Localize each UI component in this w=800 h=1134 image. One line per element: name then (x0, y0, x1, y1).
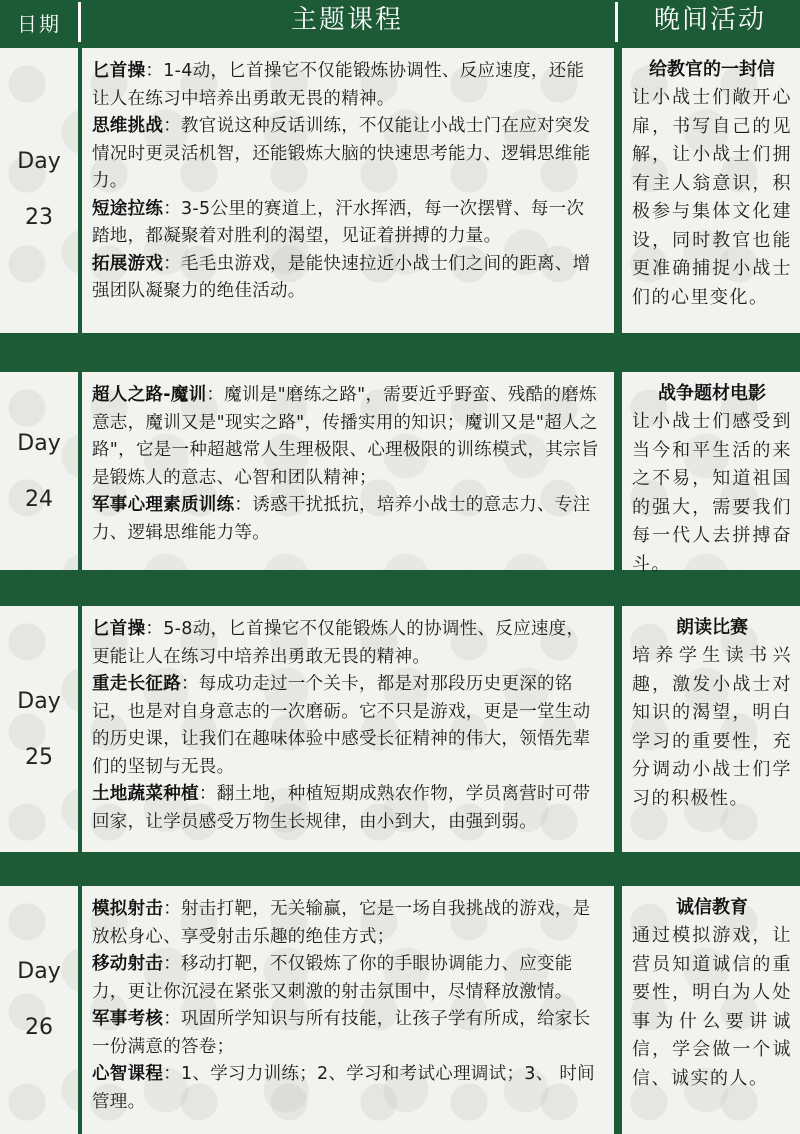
course-name: 军事考核 (92, 1009, 164, 1029)
course-description: ：1-4动，匕首操它不仅能锻炼协调性、反应速度，还能让人在练习中培养出勇敢无畏的精神。 (92, 61, 585, 109)
course-item (92, 1006, 602, 1061)
day-word: Day (17, 431, 61, 456)
day-row (0, 372, 800, 575)
course-column-header: 主题课程 (290, 5, 403, 35)
day-row (0, 886, 800, 1134)
day-word: Day (17, 149, 61, 174)
course-description: ：5-8动，匕首操它不仅能锻炼人的协调性、反应速度，更能让人在练习中培养出勇敢无畏的精神。 (92, 619, 585, 667)
course-cell (82, 48, 614, 333)
evening-cell (622, 48, 800, 333)
course-name: 短途拉练 (92, 198, 164, 219)
evening-description: 让小战士们感受到当今和平生活的来之不易，知道祖国的强大，需要我们每一代人去拼搏奋斗。 (632, 411, 792, 575)
course-cell (82, 606, 614, 852)
course-item (92, 671, 602, 781)
evening-title: 战争题材电影 (658, 383, 766, 404)
day-row (0, 48, 800, 333)
evening-description: 让小战士们敞开心扉，书写自己的见解，让小战士们拥有主人翁意识，积极参与集体文化建设，同时教官也能更准确捕捉小战士们的心里变化。 (632, 87, 792, 308)
course-item (92, 781, 602, 836)
course-name: 超人之路-魔训 (92, 385, 207, 405)
date-cell (0, 886, 78, 1134)
course-item (92, 113, 602, 196)
course-description: ：魔训是"磨练之路"，需要近乎野蛮、残酷的磨炼意志，魔训又是"现实之路"，传播实用的知识；魔训又是"超人之路"，它是一种超越常人生理极限、心理极限的训练模式，其宗旨是锻炼人的意志、心智和团队精神； (92, 385, 599, 488)
course-name: 军事心理素质训练 (92, 495, 235, 515)
course-item (92, 251, 602, 306)
course-item (92, 492, 602, 547)
course-item (92, 1061, 602, 1116)
course-name: 心智课程 (92, 1064, 164, 1084)
course-cell (82, 886, 614, 1134)
day-number: 25 (25, 745, 53, 770)
course-name: 拓展游戏 (92, 253, 164, 274)
course-item (92, 196, 602, 251)
evening-description: 培养学生读书兴趣，激发小战士对知识的渴望，明白学习的重要性，充分调动小战士们学习的积极性。 (632, 645, 792, 809)
day-row (0, 606, 800, 852)
day-number: 24 (25, 487, 53, 512)
evening-title: 给教官的一封信 (649, 59, 775, 80)
table-header (0, 0, 800, 45)
course-item (92, 951, 602, 1006)
course-name: 匕首操 (92, 619, 146, 639)
course-description: ：翻土地，种植短期成熟农作物，学员离营时可带回家，让学员感受万物生长规律，由小到大，由强到弱。 (92, 784, 591, 832)
course-item (92, 382, 602, 492)
evening-cell (622, 606, 800, 852)
course-description: ：射击打靶，无关输赢，它是一场自我挑战的游戏，是放松身心、享受射击乐趣的绝佳方式； (92, 899, 591, 947)
course-name: 移动射击 (92, 954, 164, 974)
course-name: 模拟射击 (92, 899, 164, 919)
course-description: ：3-5公里的赛道上，汗水挥洒，每一次摆臂、每一次踏地，都凝聚着对胜利的渴望，见证着拼搏的力量。 (92, 198, 585, 246)
course-name: 思维挑战 (92, 116, 164, 136)
day-number: 26 (25, 1015, 53, 1040)
date-column-header: 日期 (17, 12, 61, 36)
day-number: 23 (25, 205, 53, 230)
evening-description: 通过模拟游戏，让营员知道诚信的重要性，明白为人处事为什么要讲诚信，学会做一个诚信、诚实的人。 (632, 925, 792, 1089)
course-item (92, 58, 602, 113)
course-description: ：每成功走过一个关卡，都是对那段历史更深的铭记，也是对自身意志的一次磨砺。它不只是游戏，更是一堂生动的历史课，让我们在趣味体验中感受长征精神的伟大，领悟先辈们的坚韧与无畏。 (92, 674, 591, 777)
course-description: ：巩固所学知识与所有技能，让孩子学有所成，给家长一份满意的答卷； (92, 1009, 591, 1057)
evening-cell (622, 372, 800, 575)
course-description: ：教官说这种反话训练，不仅能让小战士门在应对突发情况时更灵活机智，还能锻炼大脑的快速思考能力、逻辑思维能力。 (92, 116, 591, 191)
evening-title: 朗读比赛 (676, 617, 748, 638)
course-name: 重走长征路 (92, 674, 181, 694)
course-description: ：1、学习力训练；2、学习和考试心理调试；3、 时间管理。 (92, 1064, 595, 1112)
day-word: Day (17, 689, 61, 714)
evening-title: 诚信教育 (676, 897, 748, 918)
evening-cell (622, 886, 800, 1134)
header-divider (615, 2, 618, 42)
course-description: ：毛毛虫游戏，是能快速拉近小战士们之间的距离、增强团队凝聚力的绝佳活动。 (92, 253, 591, 301)
course-item (92, 896, 602, 951)
course-cell (82, 372, 614, 570)
date-cell (0, 372, 78, 570)
course-name: 土地蔬菜种植 (92, 784, 199, 804)
date-cell (0, 606, 78, 852)
header-divider (78, 2, 81, 42)
course-item (92, 616, 602, 671)
day-word: Day (17, 959, 61, 984)
course-description: ：诱惑干扰抵抗，培养小战士的意志力、专注力、逻辑思维能力等。 (92, 495, 591, 543)
date-cell (0, 48, 78, 333)
course-description: ：移动打靶，不仅锻炼了你的手眼协调能力、应变能力，更让你沉浸在紧张又刺激的射击氛围中，尽情释放激情。 (92, 954, 573, 1002)
evening-column-header: 晚间活动 (653, 5, 766, 35)
course-name: 匕首操 (92, 61, 146, 81)
